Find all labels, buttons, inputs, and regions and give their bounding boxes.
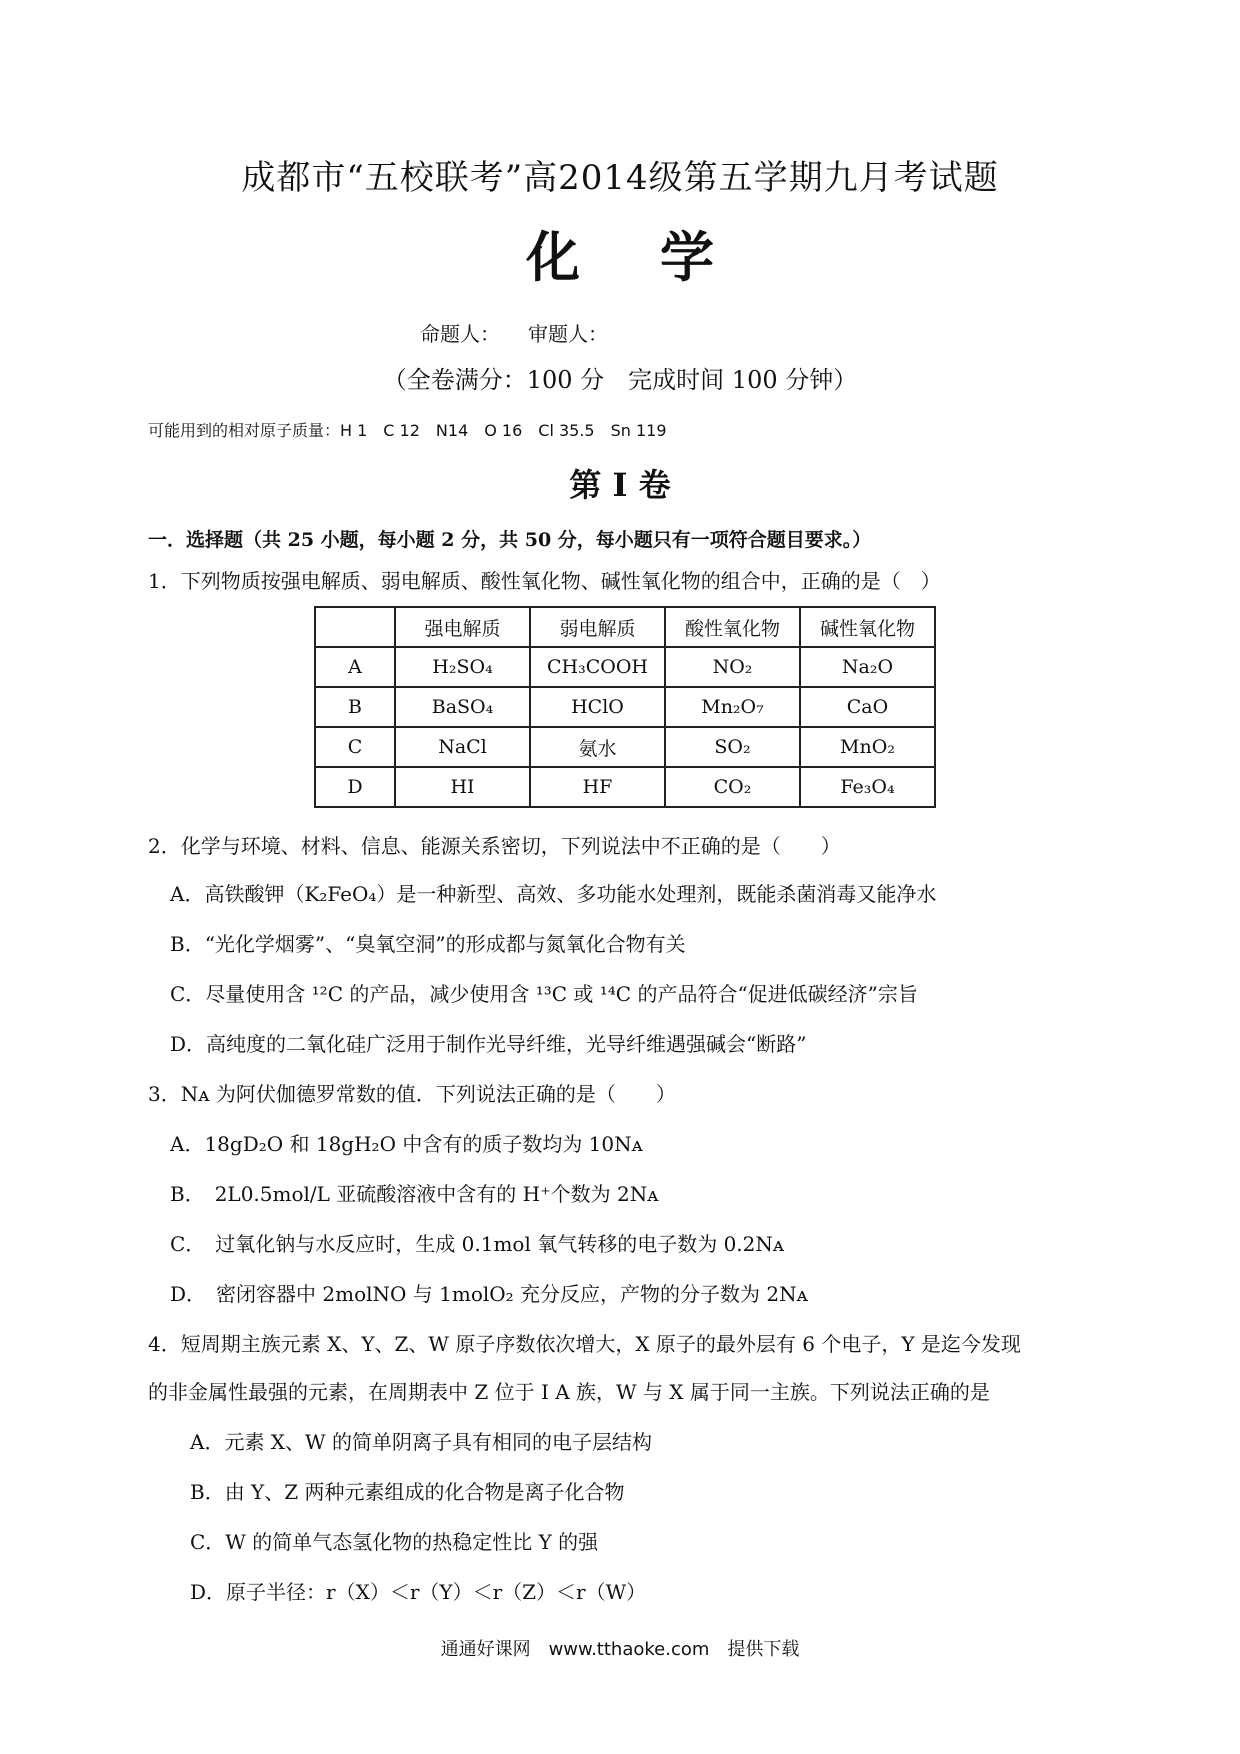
question-3-option-a: A．18gD₂O 和 18gH₂O 中含有的质子数均为 10Nᴀ: [170, 1132, 643, 1156]
table-cell: Na₂O: [800, 647, 935, 687]
table-cell: A: [315, 647, 395, 687]
question-4-option-b: B．由 Y、Z 两种元素组成的化合物是离子化合物: [190, 1480, 625, 1504]
question-2-option-c: C．尽量使用含 ¹²C 的产品，减少使用含 ¹³C 或 ¹⁴C 的产品符合“促进低碳经济”宗旨: [170, 982, 918, 1006]
atomic-masses: 可能用到的相对原子质量：H 1 C 12 N14 O 16 Cl 35.5 Sn 119: [148, 421, 667, 440]
table-cell: Fe₃O₄: [800, 767, 935, 807]
question-3-option-c: C． 过氧化钠与水反应时，生成 0.1mol 氧气转移的电子数为 0.2Nᴀ: [170, 1232, 785, 1256]
table-cell: NaCl: [395, 727, 530, 767]
page-footer: 通通好课网 www.tthaoke.com 提供下载: [440, 1639, 800, 1660]
question-3-option-d: D． 密闭容器中 2molNO 与 1molO₂ 充分反应，产物的分子数为 2Nᴀ: [170, 1282, 808, 1306]
setter-label: 命题人：: [420, 322, 500, 346]
subject-char-2: 学: [660, 225, 714, 289]
question-4-option-d: D．原子半径：r（X）＜r（Y）＜r（Z）＜r（W）: [190, 1580, 647, 1604]
question-2-option-b: B．“光化学烟雾”、“臭氧空洞”的形成都与氮氧化合物有关: [170, 932, 686, 956]
table-cell: CO₂: [665, 767, 800, 807]
table-cell: [315, 607, 395, 647]
question-2-option-d: D．高纯度的二氧化硅广泛用于制作光导纤维，光导纤维遇强碱会“断路”: [170, 1032, 807, 1056]
authors-line: [420, 318, 608, 347]
question-4-option-c: C．W 的简单气态氢化物的热稳定性比 Y 的强: [190, 1530, 599, 1554]
table-cell: CH₃COOH: [530, 647, 665, 687]
question-2-option-a: A．高铁酸钾（K₂FeO₄）是一种新型、高效、多功能水处理剂，既能杀菌消毒又能净水: [170, 882, 937, 906]
table-row: [315, 647, 935, 687]
table-cell: D: [315, 767, 395, 807]
table-cell: Mn₂O₇: [665, 687, 800, 727]
table-cell: CaO: [800, 687, 935, 727]
question-4-option-a: A．元素 X、W 的简单阴离子具有相同的电子层结构: [190, 1430, 652, 1454]
table-header-cell: 强电解质: [395, 607, 530, 647]
question-3-stem: 3．Nᴀ 为阿伏伽德罗常数的值．下列说法正确的是（ ）: [148, 1082, 676, 1106]
reviewer-label: 审题人：: [528, 322, 608, 346]
question-1-stem: 1．下列物质按强电解质、弱电解质、酸性氧化物、碱性氧化物的组合中，正确的是（ ）: [148, 569, 941, 593]
table-cell: NO₂: [665, 647, 800, 687]
exam-title: 成都市“五校联考”高2014级第五学期九月考试题: [241, 158, 999, 198]
subject-title: [0, 215, 1240, 292]
table-cell: MnO₂: [800, 727, 935, 767]
question-1-table: [314, 606, 936, 808]
table-header-row: [315, 607, 935, 647]
full-score-note: （全卷满分：100 分 完成时间 100 分钟）: [382, 366, 858, 394]
table-header-cell: 弱电解质: [530, 607, 665, 647]
table-row: [315, 767, 935, 807]
question-4-stem-line-2: 的非金属性最强的元素，在周期表中 Z 位于 I A 族，W 与 X 属于同一主族。下列说法正确的是: [148, 1380, 990, 1404]
table-row: [315, 687, 935, 727]
section-heading: 一．选择题（共 25 小题，每小题 2 分，共 50 分，每小题只有一项符合题目要求。）: [148, 529, 872, 551]
question-3-option-b: B． 2L0.5mol/L 亚硫酸溶液中含有的 H⁺个数为 2Nᴀ: [170, 1182, 659, 1206]
part-title: 第 I 卷: [569, 466, 671, 504]
table-header-cell: 碱性氧化物: [800, 607, 935, 647]
table-cell: HI: [395, 767, 530, 807]
table-cell: HF: [530, 767, 665, 807]
table-cell: HClO: [530, 687, 665, 727]
table-row: [315, 727, 935, 767]
table-cell: BaSO₄: [395, 687, 530, 727]
table-header-cell: 酸性氧化物: [665, 607, 800, 647]
table-cell: C: [315, 727, 395, 767]
subject-char-1: 化: [526, 225, 580, 289]
table-cell: B: [315, 687, 395, 727]
table-cell: H₂SO₄: [395, 647, 530, 687]
question-2-stem: 2．化学与环境、材料、信息、能源关系密切，下列说法中不正确的是（ ）: [148, 834, 841, 858]
table-cell: SO₂: [665, 727, 800, 767]
question-4-stem-line-1: 4．短周期主族元素 X、Y、Z、W 原子序数依次增大，X 原子的最外层有 6 个电子，Y 是迄今发现: [148, 1332, 1021, 1356]
table-cell: 氨水: [530, 727, 665, 767]
